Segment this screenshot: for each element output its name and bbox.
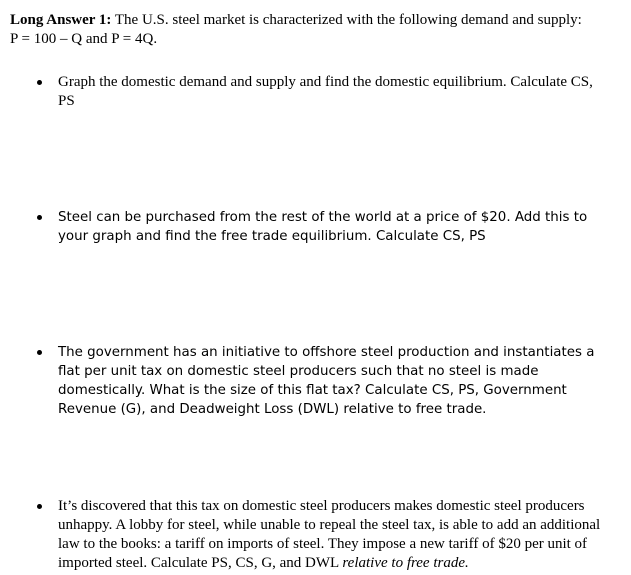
question-text-line1: The U.S. steel market is characterized with the following demand and supply: bbox=[114, 12, 582, 28]
bullet-text-4 bbox=[58, 497, 604, 573]
question-text-line2: P = 100 – Q and P = 4Q. bbox=[10, 31, 158, 47]
bullet-text-1: Graph the domestic demand and supply and find the domestic equilibrium. Calculate CS, PS bbox=[58, 74, 593, 109]
question-label: Long Answer 1: bbox=[10, 12, 112, 28]
question-intro bbox=[10, 11, 622, 49]
bullet-text-4-emphasis: relative to free trade. bbox=[342, 555, 469, 571]
bullet-text-3: The government has an initiative to offshore steel production and instantiates a flat per unit tax on domestic steel producers such that no steel is made domestically. What is the size of this flat tax? Calculate CS, PS, Government Revenue (G), and Deadweight Loss (DWL) relative to free trade. bbox=[58, 345, 595, 417]
bullet-text-4-main: It’s discovered that this tax on domestic steel producers makes domestic steel producers unhappy. A lobby for steel, while unable to repeal the steel tax, is able to add an additional law to the books: a tariff on imports of steel. They impose a new tariff of $20 per unit of imported steel. Calculate PS, CS, G, and DWL bbox=[58, 498, 601, 571]
bullet-text-2: Steel can be purchased from the rest of the world at a price of $20. Add this to your graph and find the free trade equilibrium. Calculate CS, PS bbox=[58, 210, 588, 244]
